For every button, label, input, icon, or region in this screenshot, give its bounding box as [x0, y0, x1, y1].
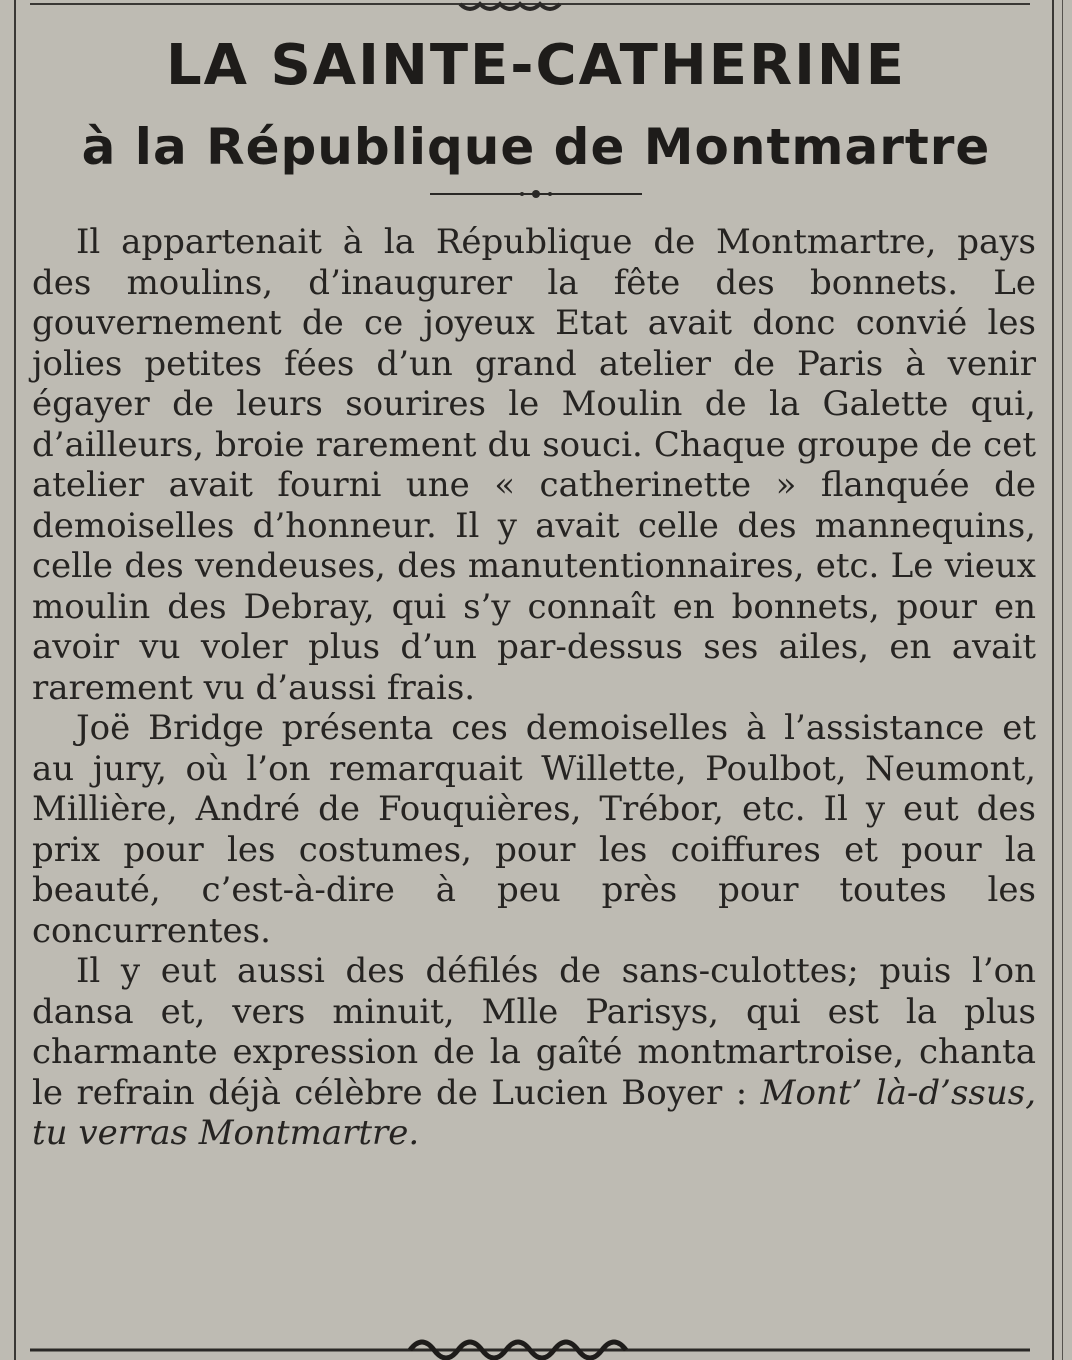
title-separator	[430, 186, 642, 202]
headline-line-2: à la République de Montmartre	[81, 118, 991, 176]
paragraph-1: Il appartenait à la République de Montmartre, pays des moulins, d’inaugurer la fête des bonnets. Le gouvernement de ce joyeux Etat avait donc convié les jolies petites fées d’un grand atelier de Paris à venir égayer de leurs sourires le Moulin de la Galette qui, d’ailleurs, broie rarement du souci. Chaque groupe de cet atelier avait fourni une « catherinette » flanquée de demoiselles d’honneur. Il y avait celle des mannequins, celle des vendeuses, des manutentionnaires, etc. Le vieux moulin des Debray, qui s’y connaît en bonnets, pour en avoir vu voler plus d’un par-dessus ses ailes, en avait rarement vu d’aussi frais.	[32, 222, 1036, 708]
paragraph-3	[32, 951, 1036, 1154]
right-column-rule	[1052, 0, 1054, 1360]
paragraph-2: Joë Bridge présenta ces demoiselles à l’assistance et au jury, où l’on remarquait Willette, Poulbot, Neumont, Millière, André de Fouquières, Trébor, etc. Il y eut des prix pour les costumes, pour les coiffures et pour la beauté, c’est-à-dire à peu près pour toutes les concurrentes.	[32, 708, 1036, 951]
left-column-rule	[14, 0, 16, 1360]
bottom-ornament-divider	[30, 1328, 1030, 1360]
paragraph-3-text: Il y eut aussi des défilés de sans-culottes; puis l’on dansa et, vers minuit, Mlle Parisys, qui est la plus charmante expression de la gaîté montmartroise, chanta le refrain déjà célèbre de Lucien Boyer :	[32, 951, 1036, 1113]
article-body	[32, 222, 1036, 1154]
headline-line-1: LA SAINTE-CATHERINE	[165, 33, 907, 98]
right-column-rule-outer	[1062, 0, 1063, 1360]
song-title: Mont’ là-d’ssus, tu verras Montmartre.	[32, 1072, 1036, 1153]
top-ornament-divider	[30, 0, 1030, 18]
